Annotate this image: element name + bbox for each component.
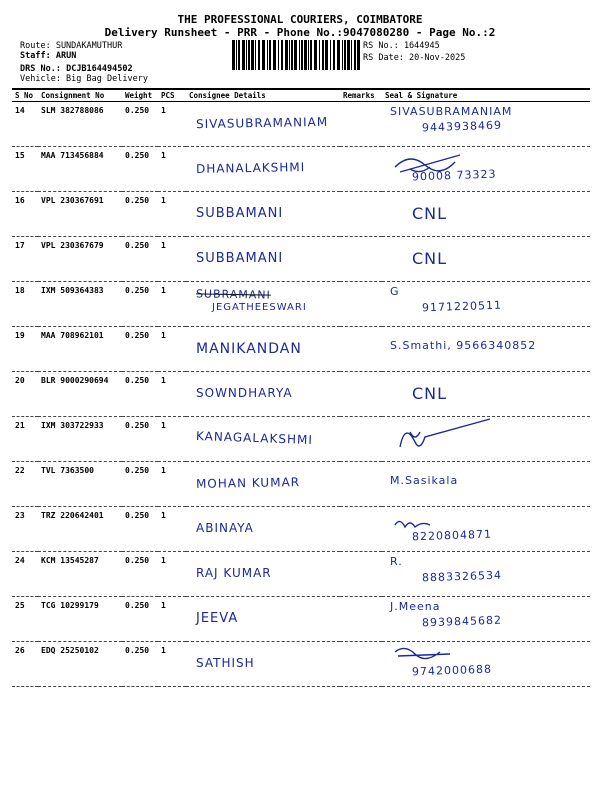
row-pcs: 1 <box>158 642 186 687</box>
row-sno: 14 <box>12 102 38 147</box>
row-consignee <box>186 507 340 552</box>
row-consignee <box>186 597 340 642</box>
staff-label: Staff: <box>20 51 51 61</box>
table-row <box>12 462 590 507</box>
signature-text: G <box>390 285 400 298</box>
row-consignment-no: MAA 713456884 <box>38 147 122 192</box>
consignee-handwriting: SATHISH <box>196 656 255 670</box>
col-header: Remarks <box>340 89 382 102</box>
row-seal-signature <box>382 552 590 597</box>
drs-number: DCJB164494502 <box>66 64 133 74</box>
row-consignment-no: TRZ 220642401 <box>38 507 122 552</box>
row-sno: 19 <box>12 327 38 372</box>
row-pcs: 1 <box>158 237 186 282</box>
consignee-handwriting: KANAGALAKSHMI <box>195 428 314 448</box>
row-consignment-no: TCG 10299179 <box>38 597 122 642</box>
row-weight: 0.250 <box>122 507 158 552</box>
row-weight: 0.250 <box>122 642 158 687</box>
staff-name: ARUN <box>55 51 77 61</box>
table-row <box>12 417 590 462</box>
runsheet-title: THE PROFESSIONAL COURIERS, COIMBATORE <box>177 13 423 26</box>
row-seal-signature <box>382 417 590 462</box>
row-consignee <box>186 642 340 687</box>
signature-text: SIVASUBRAMANIAM <box>390 105 513 118</box>
row-weight: 0.250 <box>122 282 158 327</box>
col-header: Seal & Signature <box>382 89 590 102</box>
row-sno: 25 <box>12 597 38 642</box>
row-sno: 17 <box>12 237 38 282</box>
row-remarks <box>340 192 382 237</box>
consignee-handwriting: SUBBAMANI <box>196 206 284 221</box>
row-seal-signature <box>382 282 590 327</box>
row-consignment-no: IXM 303722933 <box>38 417 122 462</box>
row-weight: 0.250 <box>122 552 158 597</box>
row-seal-signature <box>382 102 590 147</box>
row-seal-signature <box>382 237 590 282</box>
signature-text: CNL <box>412 384 448 403</box>
row-consignee <box>186 147 340 192</box>
table-row <box>12 642 590 687</box>
row-consignment-no: VPL 230367679 <box>38 237 122 282</box>
row-remarks <box>340 597 382 642</box>
col-header: PCS <box>158 89 186 102</box>
row-consignment-no: BLR 9000290694 <box>38 372 122 417</box>
table-row <box>12 597 590 642</box>
row-remarks <box>340 237 382 282</box>
row-sno: 26 <box>12 642 38 687</box>
row-weight: 0.250 <box>122 147 158 192</box>
row-weight: 0.250 <box>122 192 158 237</box>
row-consignment-no: EDQ 25250102 <box>38 642 122 687</box>
row-pcs: 1 <box>158 102 186 147</box>
signature-text: S.Smathi, 9566340852 <box>390 339 537 352</box>
vehicle-text: Vehicle: Big Bag Delivery <box>20 74 148 84</box>
row-sno: 21 <box>12 417 38 462</box>
rs-number: RS No.: 1644945 <box>363 41 440 51</box>
consignee-handwriting-2: JEGATHEESWARI <box>212 302 307 313</box>
signature-phone: 8220804871 <box>411 527 493 544</box>
table-header-row <box>12 89 590 102</box>
drs-line <box>20 64 133 74</box>
row-consignee <box>186 327 340 372</box>
row-pcs: 1 <box>158 327 186 372</box>
row-remarks <box>340 642 382 687</box>
col-header: Consignee Details <box>186 89 340 102</box>
table-row <box>12 192 590 237</box>
row-sno: 24 <box>12 552 38 597</box>
signature-text: M.Sasikala <box>390 474 459 487</box>
row-pcs: 1 <box>158 507 186 552</box>
row-remarks <box>340 417 382 462</box>
consignee-handwriting: SOWNDHARYA <box>196 386 293 400</box>
row-remarks <box>340 102 382 147</box>
table-row <box>12 372 590 417</box>
row-seal-signature <box>382 192 590 237</box>
signature-phone: 9443938469 <box>421 118 503 135</box>
row-sno: 18 <box>12 282 38 327</box>
col-header: Consignment No <box>38 89 122 102</box>
row-sno: 20 <box>12 372 38 417</box>
row-consignee <box>186 237 340 282</box>
row-consignment-no: VPL 230367691 <box>38 192 122 237</box>
drs-label: DRS No.: <box>20 64 61 74</box>
barcode-image <box>232 40 360 70</box>
row-seal-signature <box>382 327 590 372</box>
row-seal-signature <box>382 507 590 552</box>
row-consignee <box>186 372 340 417</box>
row-consignee <box>186 282 340 327</box>
table-row <box>12 327 590 372</box>
signature-phone: 8883326534 <box>421 568 503 585</box>
table-row <box>12 552 590 597</box>
consignee-handwriting: SIVASUBRAMANIAM <box>195 114 329 132</box>
row-sno: 16 <box>12 192 38 237</box>
row-seal-signature <box>382 147 590 192</box>
row-remarks <box>340 147 382 192</box>
consignee-handwriting: MOHAN KUMAR <box>195 475 301 491</box>
row-pcs: 1 <box>158 372 186 417</box>
table-row <box>12 237 590 282</box>
row-weight: 0.250 <box>122 417 158 462</box>
row-remarks <box>340 327 382 372</box>
signature-phone: 90008 73323 <box>411 167 497 184</box>
row-weight: 0.250 <box>122 372 158 417</box>
row-consignment-no: IXM 509364383 <box>38 282 122 327</box>
runsheet-table <box>12 88 590 687</box>
signature-scribble-icon <box>390 417 510 457</box>
consignee-handwriting: DHANALAKSHMI <box>195 160 306 176</box>
row-consignee <box>186 102 340 147</box>
signature-text: CNL <box>412 204 448 223</box>
row-remarks <box>340 462 382 507</box>
row-consignment-no: SLM 382788086 <box>38 102 122 147</box>
consignee-handwriting: SUBBAMANI <box>196 251 284 266</box>
row-weight: 0.250 <box>122 597 158 642</box>
row-seal-signature <box>382 597 590 642</box>
table-row <box>12 147 590 192</box>
row-pcs: 1 <box>158 552 186 597</box>
row-remarks <box>340 552 382 597</box>
signature-scribble-icon <box>390 147 510 187</box>
row-weight: 0.250 <box>122 102 158 147</box>
row-consignee <box>186 417 340 462</box>
row-seal-signature <box>382 642 590 687</box>
row-weight: 0.250 <box>122 462 158 507</box>
row-weight: 0.250 <box>122 237 158 282</box>
row-seal-signature <box>382 372 590 417</box>
row-remarks <box>340 372 382 417</box>
row-seal-signature <box>382 462 590 507</box>
consignee-handwriting: JEEVA <box>196 611 239 626</box>
signature-text: CNL <box>412 249 448 268</box>
row-pcs: 1 <box>158 417 186 462</box>
col-header: Weight <box>122 89 158 102</box>
table-row <box>12 507 590 552</box>
table-row <box>12 102 590 147</box>
row-weight: 0.250 <box>122 327 158 372</box>
signature-scribble-icon <box>390 642 510 682</box>
row-consignment-no: MAA 708962101 <box>38 327 122 372</box>
signature-phone: 8939845682 <box>421 613 503 630</box>
row-sno: 22 <box>12 462 38 507</box>
col-header: S No <box>12 89 38 102</box>
consignee-handwriting: RAJ KUMAR <box>196 566 272 580</box>
row-consignee <box>186 192 340 237</box>
row-remarks <box>340 282 382 327</box>
row-pcs: 1 <box>158 147 186 192</box>
signature-phone: 9171220511 <box>421 298 503 315</box>
row-pcs: 1 <box>158 282 186 327</box>
row-remarks <box>340 507 382 552</box>
consignee-handwriting: ABINAYA <box>196 521 254 535</box>
signature-phone: 9742000688 <box>411 662 493 679</box>
row-pcs: 1 <box>158 597 186 642</box>
signature-scribble-icon <box>390 507 510 547</box>
row-consignment-no: KCM 13545287 <box>38 552 122 597</box>
row-consignee <box>186 462 340 507</box>
consignee-handwriting: SUBRAMANI <box>195 287 271 302</box>
route-text: Route: SUNDAKAMUTHUR <box>20 41 123 51</box>
row-pcs: 1 <box>158 192 186 237</box>
rs-date: RS Date: 20-Nov-2025 <box>363 53 466 63</box>
signature-text: J.Meena <box>390 600 441 613</box>
staff-line <box>20 51 76 61</box>
row-sno: 23 <box>12 507 38 552</box>
row-pcs: 1 <box>158 462 186 507</box>
table-row <box>12 282 590 327</box>
runsheet-subtitle: Delivery Runsheet - PRR - Phone No.:9047080280 - Page No.:2 <box>104 26 496 39</box>
row-consignee <box>186 552 340 597</box>
consignee-handwriting: MANIKANDAN <box>196 341 302 357</box>
row-consignment-no: TVL 7363500 <box>38 462 122 507</box>
row-sno: 15 <box>12 147 38 192</box>
signature-text: R. <box>390 555 403 568</box>
